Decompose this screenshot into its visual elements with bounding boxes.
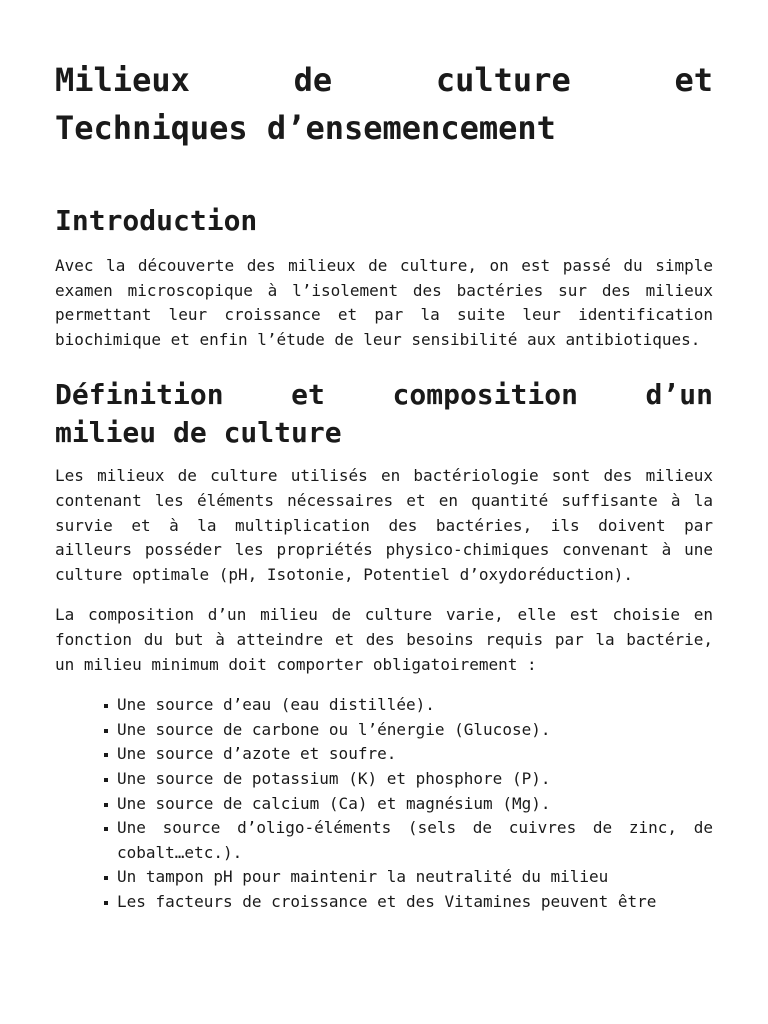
definition-heading [55, 376, 713, 452]
list-item: Les facteurs de croissance et des Vitamines peuvent être [117, 890, 713, 915]
page-title-line-2: Techniques d’ensemencement [55, 109, 556, 147]
list-item: Une source d’oligo-éléments (sels de cuivres de zinc, de cobalt…etc.). [117, 816, 713, 865]
list-item: Un tampon pH pour maintenir la neutralité du milieu [117, 865, 713, 890]
composition-list [55, 693, 713, 914]
list-item: Une source de calcium (Ca) et magnésium (Mg). [117, 792, 713, 817]
definition-heading-line-2: milieu de culture [55, 416, 342, 450]
page-title [55, 56, 713, 152]
document-page [55, 56, 713, 914]
page-title-line-1: Milieux de culture et [55, 61, 713, 99]
list-item: Une source d’azote et soufre. [117, 742, 713, 767]
definition-paragraph-1: Les milieux de culture utilisés en bactériologie sont des milieux contenant les éléments nécessaires et en quantité suffisante à la survie et à la multiplication des bactéries, ils doivent par ailleurs posséder les propriétés physico-chimiques convenant à une culture optimale (pH, Isotonie, Potentiel d’oxydoréduction). [55, 466, 713, 584]
definition-paragraph-2: La composition d’un milieu de culture varie, elle est choisie en fonction du but à atteindre et des besoins requis par la bactérie, un milieu minimum doit comporter obligatoirement : [55, 605, 713, 674]
list-item: Une source d’eau (eau distillée). [117, 693, 713, 718]
list-item: Une source de carbone ou l’énergie (Glucose). [117, 718, 713, 743]
definition-heading-line-1: Définition et composition d’un [55, 378, 713, 412]
introduction-heading: Introduction [55, 204, 258, 237]
list-item: Une source de potassium (K) et phosphore (P). [117, 767, 713, 792]
introduction-paragraph: Avec la découverte des milieux de culture, on est passé du simple examen microscopique à l’isolement des bactéries sur des milieux permettant leur croissance et par la suite leur identification biochimique et enfin l’étude de leur sensibilité aux antibiotiques. [55, 256, 713, 349]
